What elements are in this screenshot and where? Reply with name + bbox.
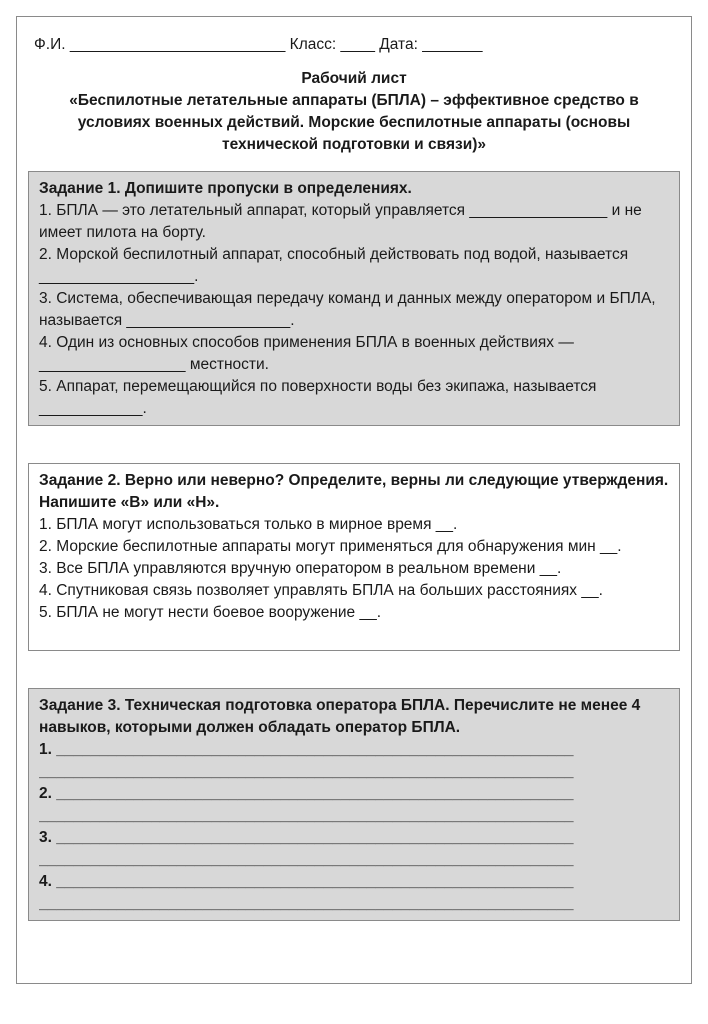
task-2-box — [28, 463, 680, 651]
worksheet-title — [40, 68, 668, 156]
task-1-item[interactable]: 3. Система, обеспечивающая передачу команд и данных между оператором и БПЛА, называется ___________________. — [39, 290, 656, 329]
task-2-item[interactable]: 3. Все БПЛА управляются вручную оператором в реальном времени __. — [39, 560, 562, 577]
task-1-box — [28, 171, 680, 426]
task-2-item[interactable]: 5. БПЛА не могут нести боевое вооружение __. — [39, 604, 382, 621]
worksheet-heading: Рабочий лист — [301, 70, 407, 87]
answer-line[interactable]: 2. ____________________________________________________________ — [39, 785, 574, 802]
answer-line[interactable]: 1. ____________________________________________________________ — [39, 741, 574, 758]
task-2-title: Задание 2. Верно или неверно? Определите, верны ли следующие утверждения. Напишите «В» или «Н». — [39, 472, 669, 511]
answer-line[interactable]: 4. ____________________________________________________________ — [39, 873, 574, 890]
task-2-item[interactable]: 1. БПЛА могут использоваться только в мирное время __. — [39, 516, 458, 533]
answer-line[interactable]: ______________________________________________________________ — [39, 895, 574, 912]
answer-line[interactable]: ______________________________________________________________ — [39, 763, 574, 780]
task-1-item[interactable]: 2. Морской беспилотный аппарат, способный действовать под водой, называется __________________. — [39, 246, 629, 285]
task-1-item[interactable]: 5. Аппарат, перемещающийся по поверхности воды без экипажа, называется ____________. — [39, 378, 597, 417]
worksheet-subtitle-line-3: технической подготовки и связи)» — [221, 136, 487, 153]
task-3-title: Задание 3. Техническая подготовка оператора БПЛА. Перечислите не менее 4 навыков, которыми должен обладать оператор БПЛА. — [39, 697, 641, 736]
worksheet-subtitle-line-1: «Беспилотные летательные аппараты (БПЛА) – эффективное средство в — [69, 92, 639, 109]
task-1-item[interactable]: 1. БПЛА — это летательный аппарат, который управляется ________________ и не имеет пилота на борту. — [39, 202, 642, 241]
task-2-item[interactable]: 4. Спутниковая связь позволяет управлять БПЛА на больших расстояниях __. — [39, 582, 603, 599]
student-info-line[interactable]: Ф.И. _________________________ Класс: ____ Дата: _______ — [34, 36, 483, 53]
task-1-title: Задание 1. Допишите пропуски в определениях. — [39, 180, 412, 197]
task-3-box — [28, 688, 680, 921]
task-2-item[interactable]: 2. Морские беспилотные аппараты могут применяться для обнаружения мин __. — [39, 538, 622, 555]
answer-line[interactable]: 3. ____________________________________________________________ — [39, 829, 574, 846]
answer-line[interactable]: ______________________________________________________________ — [39, 807, 574, 824]
answer-line[interactable]: ______________________________________________________________ — [39, 851, 574, 868]
task-1-item[interactable]: 4. Один из основных способов применения БПЛА в военных действиях — _________________ местности. — [39, 334, 574, 373]
worksheet-subtitle-line-2: условиях военных действий. Морские беспилотные аппараты (основы — [77, 114, 631, 131]
